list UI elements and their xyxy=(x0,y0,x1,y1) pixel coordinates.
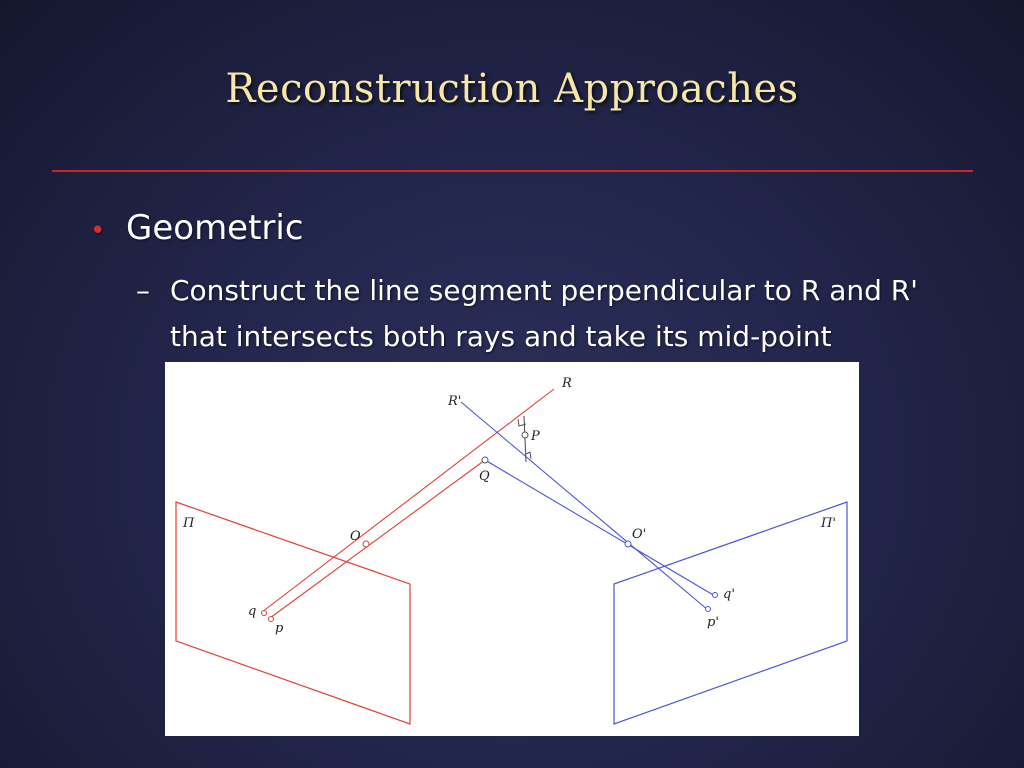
point-O-prime xyxy=(625,541,631,547)
point-p-prime xyxy=(706,607,711,612)
left-image-plane xyxy=(176,502,410,724)
label-O: O xyxy=(350,529,361,544)
label-P: P xyxy=(531,429,540,444)
label-q: q xyxy=(248,604,257,619)
point-O xyxy=(363,541,369,547)
label-R-prime: R' xyxy=(448,394,462,409)
label-R: R xyxy=(562,376,572,391)
dash-icon: – xyxy=(136,274,150,307)
point-q xyxy=(262,611,267,616)
ray-R xyxy=(262,389,554,612)
ray-R-prime xyxy=(461,402,708,610)
ray-qQ xyxy=(270,460,485,618)
label-O-prime: O' xyxy=(632,527,647,542)
label-pi: Π xyxy=(183,516,195,531)
point-q-prime xyxy=(713,593,718,598)
label-p-prime: p' xyxy=(707,615,719,630)
title-divider xyxy=(52,170,973,172)
ray-Qq-prime xyxy=(485,460,715,596)
point-p xyxy=(269,617,274,622)
slide-title: Reconstruction Approaches xyxy=(225,66,799,112)
sub-bullet xyxy=(136,268,960,360)
label-pi-prime: Π' xyxy=(821,516,836,531)
label-q-prime: q' xyxy=(723,587,735,602)
right-image-plane xyxy=(614,502,847,724)
triangulation-diagram xyxy=(165,362,859,736)
point-Q xyxy=(482,457,488,463)
label-Q: Q xyxy=(479,469,490,484)
label-p: p xyxy=(275,621,284,636)
bullet-dot-icon: • xyxy=(90,216,106,246)
triangulation-figure xyxy=(165,362,859,736)
bullet-geometric xyxy=(90,208,304,248)
point-P xyxy=(522,432,528,438)
sub-bullet-text: Construct the line segment perpendicular to R and R' that intersects both rays and take its mid-point xyxy=(170,274,918,353)
bullet-text: Geometric xyxy=(126,208,304,248)
